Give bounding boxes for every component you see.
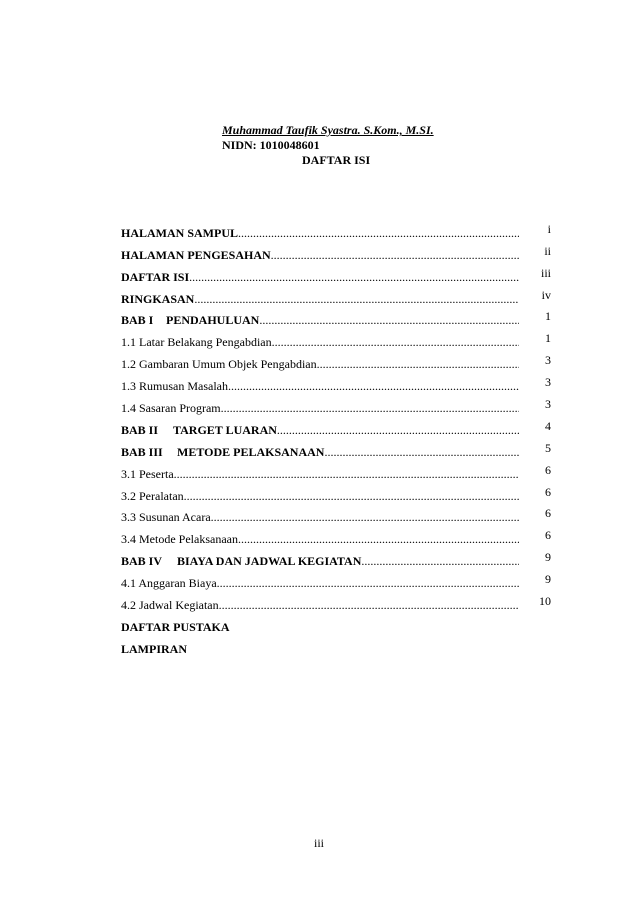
toc-page-number: 3: [545, 375, 551, 390]
toc-dot-leader: [272, 335, 519, 349]
toc-dot-leader: [324, 445, 519, 459]
toc-entry-label: 1.2 Gambaran Umum Objek Pengabdian: [121, 357, 317, 372]
toc-row: [121, 284, 551, 306]
toc-entry-label: 3.4 Metode Pelaksanaan: [121, 532, 238, 547]
toc-page-number: 1: [545, 331, 551, 346]
toc-entry: [121, 248, 519, 262]
toc-page-number: 9: [545, 550, 551, 565]
toc-page-number: ii: [544, 243, 551, 258]
toc-row: [121, 546, 551, 568]
toc-row: [121, 612, 551, 634]
toc-page-number: 10: [539, 594, 551, 609]
toc-entry-label: RINGKASAN: [121, 291, 195, 306]
toc-dot-leader: [361, 554, 519, 568]
toc-entry: [121, 510, 519, 524]
footer-page-number: iii: [313, 836, 324, 850]
toc-row: [121, 327, 551, 349]
toc-entry-label: 3.2 Peralatan: [121, 488, 184, 503]
toc-row: [121, 218, 551, 240]
toc-entry: [121, 292, 519, 306]
toc-entry-label: 3.3 Susunan Acara: [121, 510, 211, 525]
toc-entry: [121, 226, 519, 240]
toc-entry-label: 1.4 Sasaran Program: [121, 401, 221, 416]
toc-row: [121, 568, 551, 590]
toc-dot-leader: [259, 313, 519, 327]
toc-row: [121, 415, 551, 437]
table-of-contents: [121, 218, 551, 656]
toc-row: [121, 306, 551, 328]
toc-row: [121, 590, 551, 612]
toc-entry: [121, 423, 519, 437]
toc-dot-leader: [174, 467, 519, 481]
toc-entry-label: PENDAHULUAN: [166, 313, 260, 328]
toc-entry: [121, 554, 519, 568]
page-title: DAFTAR ISI: [302, 153, 371, 167]
author-nidn: NIDN: 1010048601: [222, 138, 320, 152]
toc-page-number: 9: [545, 572, 551, 587]
toc-dot-leader: [317, 357, 519, 371]
toc-entry: [121, 642, 519, 656]
toc-entry: [121, 401, 519, 415]
toc-dot-leader: [217, 576, 519, 590]
toc-entry-label: LAMPIRAN: [121, 641, 187, 656]
toc-entry-label: 4.2 Jadwal Kegiatan: [121, 598, 219, 613]
toc-entry-label: HALAMAN PENGESAHAN: [121, 247, 271, 262]
toc-dot-leader: [189, 270, 519, 284]
toc-page-number: i: [547, 221, 551, 236]
toc-entry-label: 4.1 Anggaran Biaya: [121, 576, 217, 591]
toc-entry: [121, 576, 519, 590]
toc-dot-leader: [194, 292, 519, 306]
toc-entry: [121, 335, 519, 349]
toc-dot-leader: [228, 379, 519, 393]
toc-dot-leader: [277, 423, 519, 437]
toc-dot-leader: [219, 598, 519, 612]
toc-dot-leader: [238, 532, 519, 546]
toc-page-number: 3: [545, 397, 551, 412]
toc-entry: [121, 270, 519, 284]
toc-entry-label: 1.1 Latar Belakang Pengabdian: [121, 335, 272, 350]
toc-dot-leader: [211, 510, 519, 524]
toc-page-number: 6: [545, 462, 551, 477]
toc-page-number: iv: [541, 287, 551, 302]
toc-page-number: 4: [545, 418, 551, 433]
toc-chapter-number: BAB II: [121, 422, 159, 437]
toc-page-number: 5: [545, 440, 551, 455]
toc-row: [121, 459, 551, 481]
toc-dot-leader: [221, 401, 519, 415]
toc-dot-leader: [238, 226, 519, 240]
toc-entry: [121, 313, 519, 327]
toc-row: [121, 437, 551, 459]
toc-page-number: 6: [545, 484, 551, 499]
toc-row: [121, 349, 551, 371]
toc-chapter-number: BAB IV: [121, 554, 163, 569]
toc-page-number: 3: [545, 353, 551, 368]
toc-entry: [121, 620, 519, 634]
toc-row: [121, 503, 551, 525]
toc-page-number: 1: [545, 309, 551, 324]
toc-entry: [121, 467, 519, 481]
toc-page-number: 6: [545, 506, 551, 521]
toc-page-number: iii: [540, 265, 551, 280]
toc-dot-leader: [271, 248, 519, 262]
toc-entry: [121, 598, 519, 612]
toc-entry-label: METODE PELAKSANAAN: [177, 444, 325, 459]
toc-entry: [121, 445, 519, 459]
toc-row: [121, 262, 551, 284]
toc-row: [121, 524, 551, 546]
toc-entry-label: 3.1 Peserta: [121, 466, 174, 481]
toc-chapter-number: BAB I: [121, 313, 154, 328]
toc-entry: [121, 489, 519, 503]
toc-row: [121, 481, 551, 503]
toc-entry-label: DAFTAR ISI: [121, 269, 190, 284]
author-name: Muhammad Taufik Syastra. S.Kom., M.SI.: [222, 123, 434, 137]
toc-entry-label: BIAYA DAN JADWAL KEGIATAN: [177, 554, 362, 569]
toc-row: [121, 634, 551, 656]
toc-row: [121, 240, 551, 262]
toc-row: [121, 393, 551, 415]
toc-entry-label: TARGET LUARAN: [173, 422, 277, 437]
toc-page-number: 6: [545, 528, 551, 543]
toc-row: [121, 371, 551, 393]
toc-entry: [121, 357, 519, 371]
toc-entry-label: HALAMAN SAMPUL: [121, 225, 238, 240]
toc-chapter-number: BAB III: [121, 444, 163, 459]
toc-entry-label: DAFTAR PUSTAKA: [121, 619, 230, 634]
toc-entry: [121, 532, 519, 546]
toc-entry: [121, 379, 519, 393]
toc-entry-label: 1.3 Rumusan Masalah: [121, 379, 228, 394]
toc-dot-leader: [184, 489, 519, 503]
